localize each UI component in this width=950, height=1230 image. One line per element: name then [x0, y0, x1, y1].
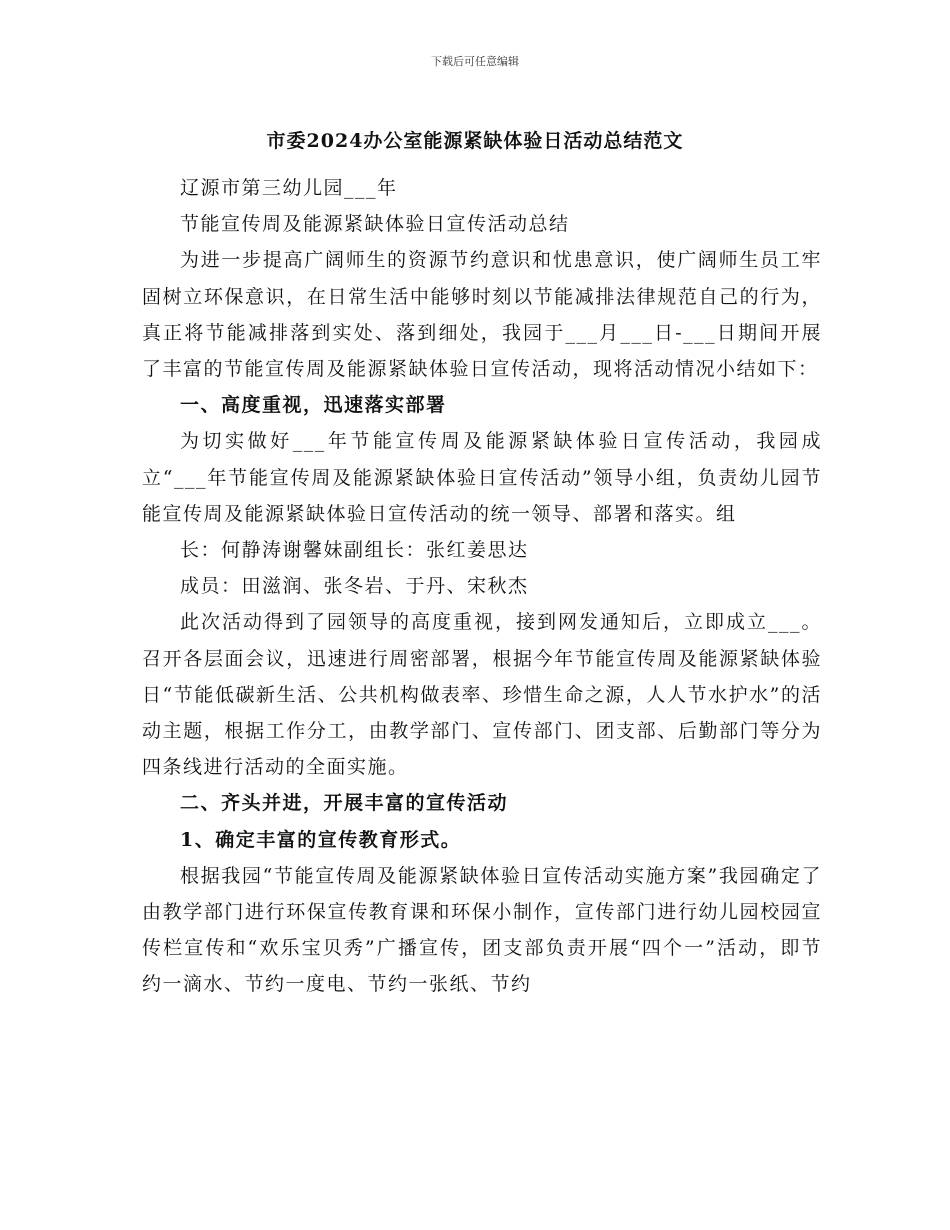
paragraph-group-leaders: 长：何静涛谢馨妹副组长：张红姜思达	[180, 539, 529, 562]
paragraph-deployment: 此次活动得到了园领导的高度重视，接到网发通知后，立即成立___。召开各层面会议，迅速进行周密部署，根据今年节能宣传周及能源紧缺体验日“节能低碳新生活、公共机构做表率、珍惜生命之源，人人节水护水”的活动主题，根据工作分工，由教学部门、宣传部门、团支部、后勤部门等分为四条线进行活动的全面实施。	[142, 611, 822, 779]
section-heading-1: 一、高度重视，迅速落实部署	[180, 394, 447, 417]
paragraph-summary-subtitle: 节能宣传周及能源紧缺体验日宣传活动总结	[180, 213, 570, 236]
document-title: 市委2024办公室能源紧缺体验日活动总结范文	[266, 130, 684, 152]
document-body	[142, 170, 822, 1003]
subsection-heading-1: 1、确定丰富的宣传教育形式。	[180, 828, 462, 851]
paragraph-kindergarten-year: 辽源市第三幼儿园___年	[180, 177, 398, 199]
paragraph-introduction: 为进一步提高广阔师生的资源节约意识和忧患意识，使广阔师生员工牢固树立环保意识，在日常生活中能够时刻以节能减排法律规范自己的行为，真正将节能减排落到实处、落到细处，我园于___月___日-___日期间开展了丰富的节能宣传周及能源紧缺体验日宣传活动，现将活动情况小结如下：	[142, 249, 822, 381]
section-heading-2: 二、齐头并进，开展丰富的宣传活动	[180, 792, 509, 815]
header-note: 下载后可任意编辑	[431, 55, 519, 68]
paragraph-education-forms: 根据我园“节能宣传周及能源紧缺体验日宣传活动实施方案”我园确定了由教学部门进行环保宣传教育课和环保小制作，宣传部门进行幼儿园校园宣传栏宣传和“欢乐宝贝秀”广播宣传，团支部负责开展“四个一”活动，即节约一滴水、节约一度电、节约一张纸、节约	[142, 864, 822, 996]
paragraph-group-members: 成员：田滋润、张冬岩、于丹、宋秋杰	[180, 575, 529, 598]
paragraph-leadership-group: 为切实做好___年节能宣传周及能源紧缺体验日宣传活动，我园成立“___年节能宣传周及能源紧缺体验日宣传活动”领导小组，负责幼儿园节能宣传周及能源紧缺体验日宣传活动的统一领导、部署和落实。组	[142, 430, 822, 525]
